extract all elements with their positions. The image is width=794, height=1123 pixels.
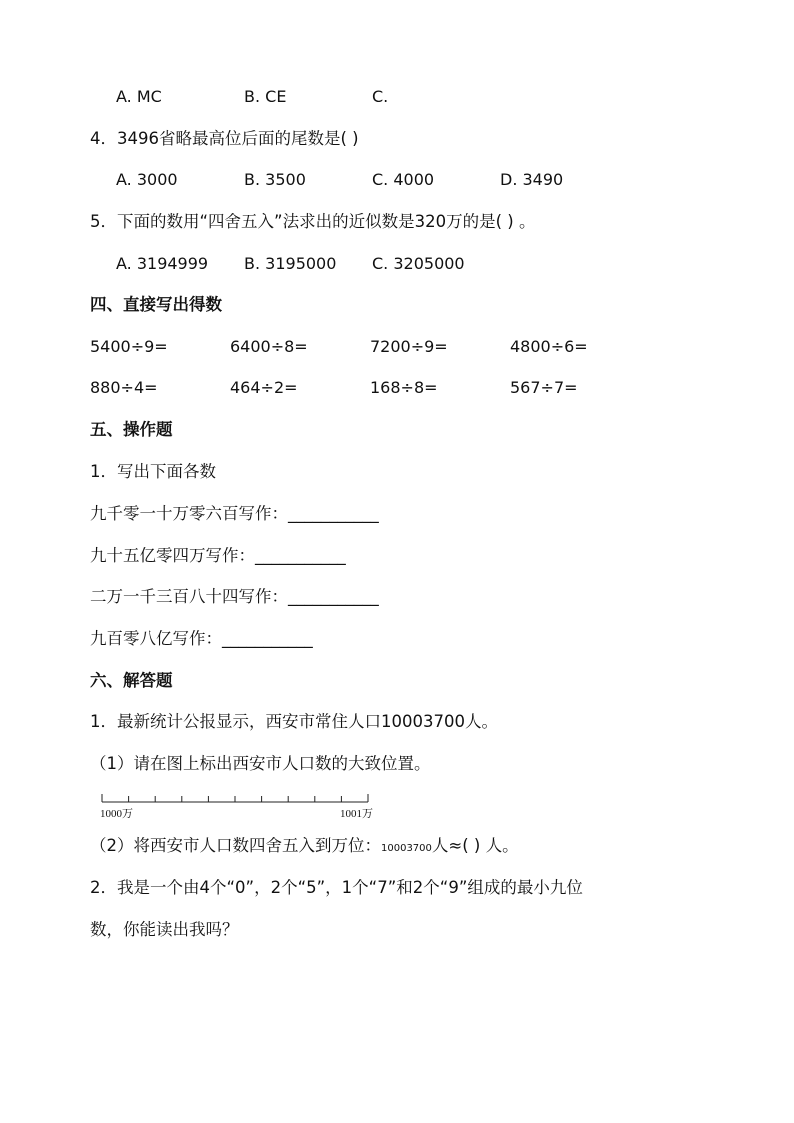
section6-q2-line1: 2．我是一个由4个“0”，2个“5”，1个“7”和2个“9”组成的最小九位 (90, 878, 583, 897)
part2-number: 10003700 (381, 843, 432, 854)
calc-item: 7200÷9= (370, 337, 448, 356)
q4-option-b: B. 3500 (244, 170, 306, 189)
q5-text: 5．下面的数用“四舍五入”法求出的近似数是320万的是( ) 。 (90, 212, 536, 231)
q4-text: 4．3496省略最高位后面的尾数是( ) (90, 129, 359, 148)
q4-option-a: A. 3000 (116, 170, 178, 189)
calc-item: 4800÷6= (510, 337, 588, 356)
q4-option-d: D. 3490 (500, 170, 564, 189)
write-number-item: 九十五亿零四万写作：___________ (90, 546, 346, 565)
section4-title: 四、直接写出得数 (90, 295, 222, 314)
section5-title: 五、操作题 (90, 420, 173, 439)
q5-option-c: C. 3205000 (372, 254, 465, 273)
write-number-item: 九千零一十万零六百写作：___________ (90, 504, 379, 523)
number-line-left-label: 1000万 (100, 808, 133, 820)
q3-option-b: B. CE (244, 87, 287, 106)
section6-q1-part1: （1）请在图上标出西安市人口数的大致位置。 (90, 754, 431, 773)
calc-item: 5400÷9= (90, 337, 168, 356)
section6-title: 六、解答题 (90, 671, 173, 690)
section6-q1-part2 (90, 835, 519, 860)
q5-option-b: B. 3195000 (244, 254, 337, 273)
calc-item: 567÷7= (510, 378, 578, 397)
number-line (100, 786, 400, 822)
part2-suffix: 人≈( ) 人。 (431, 836, 519, 855)
calc-item: 6400÷8= (230, 337, 308, 356)
section6-q1: 1．最新统计公报显示，西安市常住人口10003700人。 (90, 712, 498, 731)
write-number-item: 九百零八亿写作：___________ (90, 629, 313, 648)
q3-option-a: A. MC (116, 87, 162, 106)
section6-q2-line2: 数，你能读出我吗？ (90, 920, 239, 939)
q5-option-a: A. 3194999 (116, 254, 209, 273)
calc-item: 464÷2= (230, 378, 298, 397)
q4-option-c: C. 4000 (372, 170, 435, 189)
write-number-item: 二万一千三百八十四写作：___________ (90, 587, 379, 606)
calc-item: 880÷4= (90, 378, 158, 397)
q3-option-c: C. (372, 87, 389, 106)
calc-item: 168÷8= (370, 378, 438, 397)
part2-prefix: （2）将西安市人口数四舍五入到万位： (90, 836, 381, 855)
section5-q1: 1．写出下面各数 (90, 462, 216, 481)
number-line-right-label: 1001万 (340, 808, 373, 820)
